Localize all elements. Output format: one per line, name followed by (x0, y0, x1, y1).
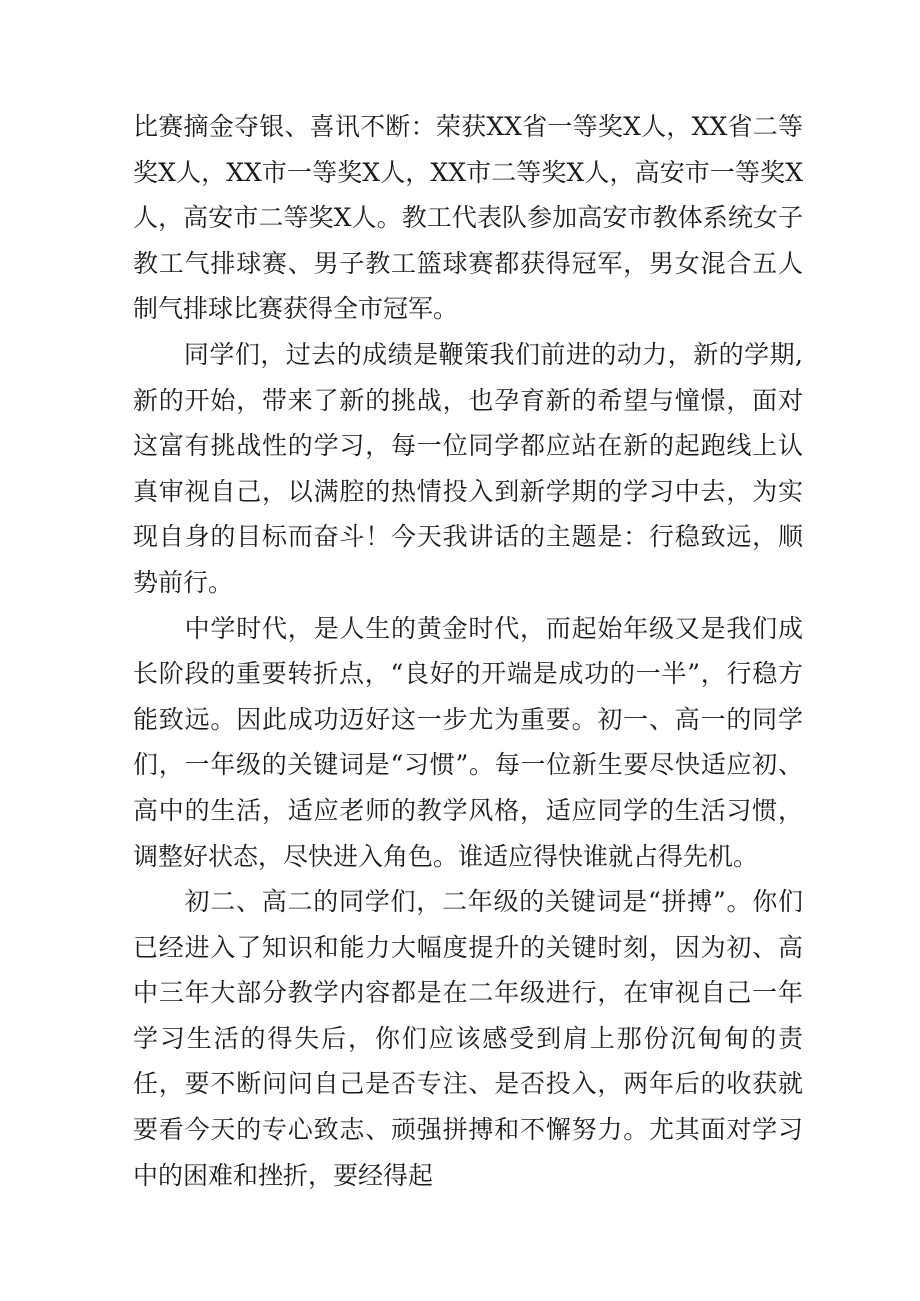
paragraph-3: 中学时代，是人生的黄金时代，而起始年级又是我们成长阶段的重要转折点，“良好的开端是成功的一半”，行稳方能致远。因此成功迈好这一步尤为重要。初一、高一的同学们，一年级的关键词是“习惯”。每一位新生要尽快适应初、高中的生活，适应老师的教学风格，适应同学的生活习惯，调整好状态，尽快进入角色。谁适应得快谁就占得先机。 (133, 613, 803, 871)
paragraph-2: 同学们，过去的成绩是鞭策我们前进的动力，新的学期,新的开始，带来了新的挑战，也孕育新的希望与憧憬，面对这富有挑战性的学习，每一位同学都应站在新的起跑线上认真审视自己，以满腔的热情投入到新学期的学习中去，为实现自身的目标而奋斗！今天我讲话的主题是：行稳致远，顺势前行。 (133, 339, 803, 597)
paragraph-4: 初二、高二的同学们，二年级的关键词是“拼搏”。你们已经进入了知识和能力大幅度提升的关键时刻，因为初、高中三年大部分教学内容都是在二年级进行，在审视自己一年学习生活的得失后，你们应该感受到肩上那份沉甸甸的责任，要不断问问自己是否专注、是否投入，两年后的收获就要看今天的专心致志、顽强拼搏和不懈努力。尤其面对学习中的困难和挫折，要经得起 (133, 887, 803, 1190)
paragraph-1: 比赛摘金夺银、喜讯不断：荣获XX省一等奖X人，XX省二等奖X人，XX市一等奖X人，XX市二等奖X人，高安市一等奖X人，高安市二等奖X人。教工代表队参加高安市教体系统女子教工气排球赛、男子教工篮球赛都获得冠军，男女混合五人制气排球比赛获得全市冠军。 (133, 112, 803, 324)
document-page (133, 104, 803, 1198)
